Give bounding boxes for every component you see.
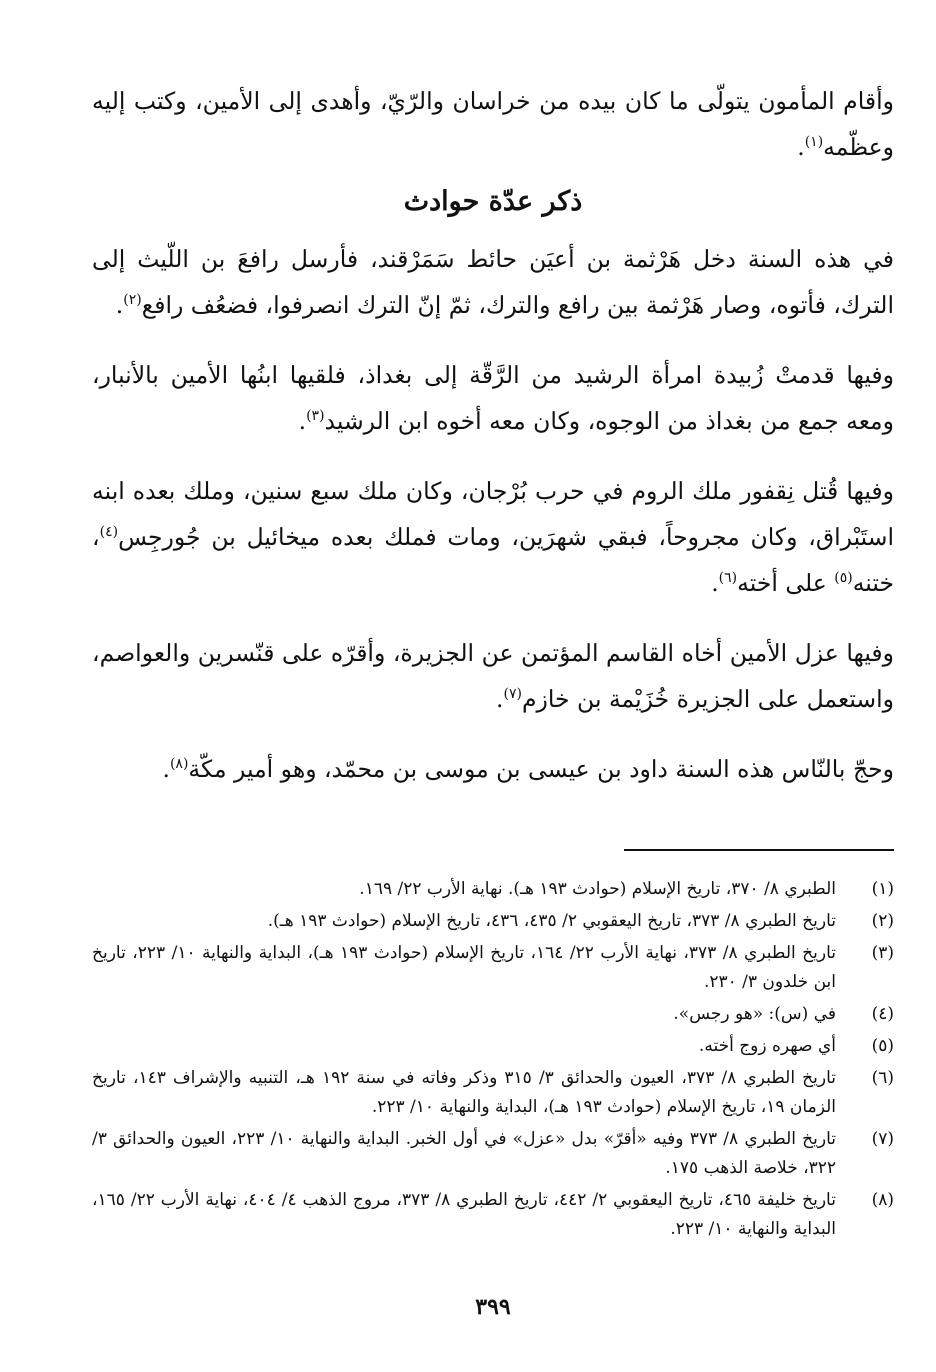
paragraph-end: . <box>162 755 170 783</box>
footnote-text: في (س): «هو رجس». <box>673 1004 836 1024</box>
paragraph-text: في هذه السنة دخل هَرْثمة بن أعيَن حائط سَمَرْقند، فأرسل رافعَ بن اللّيث إلى الترك، فأتوه، وصار هَرْثمة بين رافع والترك، ثمّ إنّ الترك انصرفوا، فضعُف رافع <box>92 245 894 319</box>
footnote-text: الطبري ٨/ ٣٧٠، تاريخ الإسلام (حوادث ١٩٣ هـ). نهاية الأرب ٢٢/ ١٦٩. <box>359 879 836 899</box>
paragraph-text-mid: على أخته <box>737 569 835 597</box>
footnote-number: (٢) <box>871 911 894 931</box>
footnote-divider <box>624 849 894 851</box>
footnote-8 <box>92 1186 894 1244</box>
footnote-1 <box>92 875 894 904</box>
paragraph-end: . <box>298 407 307 435</box>
footnote-2 <box>92 907 894 936</box>
footnotes <box>92 875 894 1247</box>
paragraph-text: وحجّ بالنّاس هذه السنة داود بن عيسى بن موسى بن محمّد، وهو أمير مكّة <box>188 755 894 783</box>
paragraph-text: وفيها عزل الأمين أخاه القاسم المؤتمن عن الجزيرة، وأقرّه على قنّسرين والعواصم، واستعمل على الجزيرة خُزَيْمة بن خازم <box>92 639 894 713</box>
footnote-3 <box>92 939 894 997</box>
footnote-number: (٨) <box>871 1190 894 1210</box>
footnote-number: (٥) <box>871 1036 894 1056</box>
footnote-5 <box>92 1032 894 1061</box>
paragraph-gap <box>92 328 894 352</box>
paragraph-end: . <box>711 569 719 597</box>
paragraph-text: وفيها قُتل نِقفور ملك الروم في حرب بُرْجان، وكان ملك سبع سنين، وملك بعده ابنه استَبْراق، وكان مجروحاً، فبقي شهرَين، ومات فملك بعده ميخائيل بن جُورجِس <box>92 477 894 551</box>
footnote-number: (٦) <box>871 1068 894 1088</box>
footnote-text: تاريخ الطبري ٨/ ٣٧٣، تاريخ اليعقوبي ٢/ ٤٣٥، ٤٣٦، تاريخ الإسلام (حوادث ١٩٣ هـ). <box>267 911 836 931</box>
paragraph-text: وأقام المأمون يتولّى ما كان بيده من خراسان والرّيّ، وأهدى إلى الأمين، وكتب إليه وعظّمه <box>92 87 894 161</box>
paragraph-text: وفيها قدمتْ زُبيدة امرأة الرشيد من الرَّقّة إلى بغداذ، فلقيها ابنُها الأمين بالأنبار، ومعه جمع من بغداذ من الوجوه، وكان معه أخوه ابن الرشيد <box>92 361 894 435</box>
paragraph-gap <box>92 722 894 746</box>
paragraph-gap <box>92 444 894 468</box>
paragraph-2 <box>92 236 894 328</box>
footnote-text: تاريخ الطبري ٨/ ٣٧٣، نهاية الأرب ٢٢/ ١٦٤، تاريخ الإسلام (حوادث ١٩٣ هـ)، البداية والنهاية ١٠/ ٢٢٣، تاريخ ابن خلدون ٣/ ٢٣٠. <box>92 943 836 992</box>
footnote-number: (٤) <box>871 1004 894 1024</box>
paragraph-5 <box>92 630 894 722</box>
page-number: ٣٩٩ <box>475 1294 511 1320</box>
paragraph-end: . <box>496 685 504 713</box>
footnote-number: (١) <box>871 879 894 899</box>
footnote-marker: (١) <box>804 134 824 151</box>
footnote-4 <box>92 1000 894 1029</box>
footnote-number: (٧) <box>871 1129 894 1149</box>
paragraph-4 <box>92 468 894 606</box>
footnote-marker: (٧) <box>503 686 522 703</box>
footnote-text: تاريخ الطبري ٨/ ٣٧٣، العيون والحدائق ٣/ ٣١٥ وذكر وفاته في سنة ١٩٢ هـ، التنبيه والإشراف ١٤٣، تاريخ الزمان ١٩، تاريخ الإسلام (حوادث ١٩٣ هـ)، البداية والنهاية ١٠/ ٢٢٣. <box>92 1068 836 1117</box>
paragraph-1 <box>92 78 894 170</box>
section-heading: ذكر عدّة حوادث <box>403 186 583 217</box>
paragraph-3 <box>92 352 894 444</box>
footnote-marker: (٥) <box>834 570 853 587</box>
footnote-marker: (٢) <box>123 292 142 309</box>
footnote-number: (٣) <box>871 943 894 963</box>
footnote-6 <box>92 1064 894 1122</box>
footnote-marker: (٨) <box>169 756 189 773</box>
paragraph-6 <box>92 746 894 792</box>
footnote-text: تاريخ الطبري ٨/ ٣٧٣ وفيه «أقرّ» بدل «عزل» في أول الخبر. البداية والنهاية ١٠/ ٢٢٣، العيون والحدائق ٣/ ٣٢٢، خلاصة الذهب ١٧٥. <box>92 1129 836 1178</box>
paragraph-gap <box>92 606 894 630</box>
footnote-marker: (٤) <box>99 524 119 541</box>
footnote-text: تاريخ خليفة ٤٦٥، تاريخ اليعقوبي ٢/ ٤٤٢، تاريخ الطبري ٨/ ٣٧٣، مروج الذهب ٤/ ٤٠٤، نهاية الأرب ٢٢/ ١٦٥، البداية والنهاية ١٠/ ٢٢٣. <box>92 1190 836 1239</box>
book-page <box>92 78 894 1358</box>
footnote-marker: (٣) <box>306 408 325 425</box>
paragraph-end: . <box>115 291 124 319</box>
footnote-marker: (٦) <box>718 570 738 587</box>
paragraph-text-mid: ، ختنه <box>92 523 894 597</box>
footnote-text: أي صهره زوج أخته. <box>698 1036 836 1056</box>
paragraph-end: . <box>797 133 805 161</box>
footnote-7 <box>92 1125 894 1183</box>
